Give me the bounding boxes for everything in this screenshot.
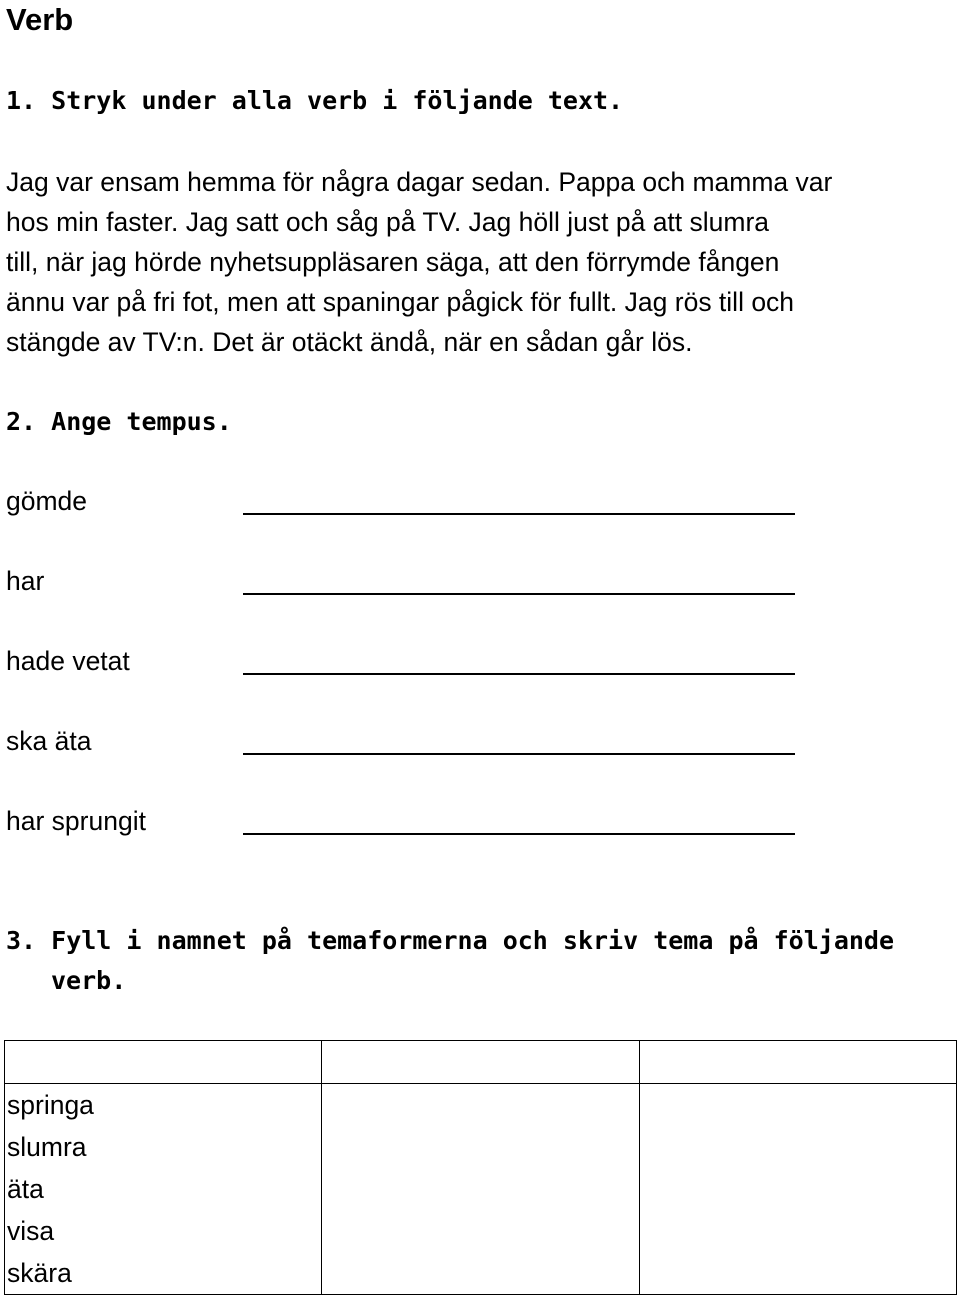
- list-item: visa: [7, 1216, 55, 1246]
- section-2-heading: 2. Ange tempus.: [6, 407, 232, 436]
- section-3-heading: 3. Fyll i namnet på temaformerna och skriv tema på följande: [6, 926, 895, 955]
- list-item: springa: [7, 1090, 94, 1120]
- header-cell[interactable]: [639, 1041, 956, 1084]
- tense-verb-label: ska äta: [6, 726, 92, 756]
- list-item: slumra: [7, 1132, 87, 1162]
- tense-answer-line[interactable]: [243, 753, 795, 755]
- tense-answer-line[interactable]: [243, 513, 795, 515]
- tense-verb-label: gömde: [6, 486, 88, 516]
- tense-answer-line[interactable]: [243, 593, 795, 595]
- verb-list-cell: [5, 1084, 322, 1295]
- tense-verb-label: hade vetat: [6, 646, 130, 676]
- table-row: [5, 1084, 957, 1295]
- header-cell[interactable]: [5, 1041, 322, 1084]
- section-1-heading: 1. Stryk under alla verb i följande text.: [6, 86, 624, 115]
- passage-line: hos min faster. Jag satt och såg på TV. Jag höll just på att slumra: [6, 207, 770, 237]
- theme-forms-table: [4, 1040, 957, 1295]
- passage-line: ännu var på fri fot, men att spaningar pågick för fullt. Jag rös till och: [6, 287, 795, 317]
- page-title: Verb: [6, 2, 74, 37]
- tense-answer-line[interactable]: [243, 833, 795, 835]
- passage-line: stängde av TV:n. Det är otäckt ändå, när en sådan går lös.: [6, 327, 693, 357]
- section-3-heading-continued: verb.: [51, 966, 127, 995]
- passage-line: Jag var ensam hemma för några dagar sedan. Pappa och mamma var: [6, 167, 833, 197]
- list-item: skära: [7, 1258, 72, 1288]
- list-item: äta: [7, 1174, 44, 1204]
- answer-cell[interactable]: [639, 1084, 956, 1295]
- passage-line: till, när jag hörde nyhetsuppläsaren säga, att den förrymde fången: [6, 247, 780, 277]
- tense-verb-label: har sprungit: [6, 806, 146, 836]
- table-header-row: [5, 1041, 957, 1084]
- tense-answer-line[interactable]: [243, 673, 795, 675]
- section-1-passage: [6, 162, 960, 362]
- header-cell[interactable]: [321, 1041, 639, 1084]
- tense-verb-label: har: [6, 566, 45, 596]
- answer-cell[interactable]: [321, 1084, 639, 1295]
